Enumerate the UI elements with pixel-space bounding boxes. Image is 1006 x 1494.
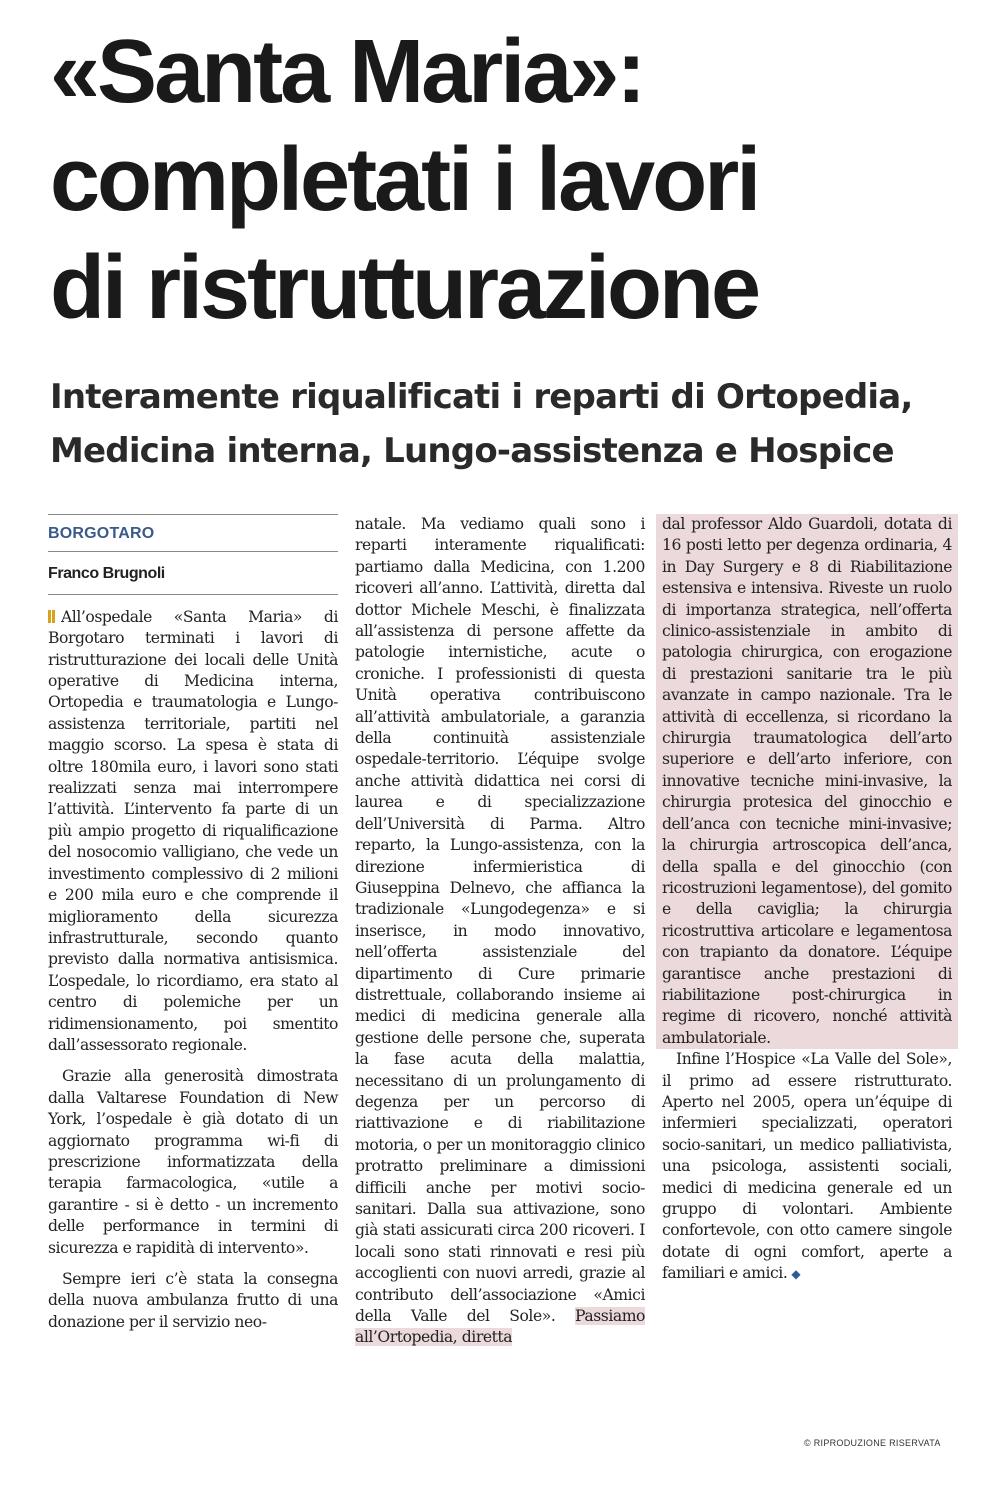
author-name: Franco Brugnoli (48, 565, 165, 583)
headline (50, 18, 980, 342)
subheadline-line-2: Medicina interna, Lungo-assistenza e Hospice (50, 431, 894, 471)
paragraph (355, 514, 645, 1349)
article-column-3 (662, 514, 952, 1286)
section-label: BORGOTARO (48, 525, 155, 542)
paragraph-text: natale. Ma vediamo quali sono i reparti interamente riqualificati: partiamo dalla Medicina, con 1.200 ricoveri all’anno. L’attività, diretta dal dottor Michele Meschi, è finalizzata all’assistenza di persone affette da patologie internistiche, acute o croniche. I professionisti di questa Unità operativa contribuiscono all’attività ambulatoriale, a garanzia della continuità assistenziale ospedale-territorio. L’équipe svolge anche attività didattica nei corsi di laurea e di specializzazione dell’Università di Parma. Altro reparto, la Lungo-assistenza, con la direzione infermieristica di Giuseppina Delnevo, che affianca la tradizionale «Lungodegenza» e si inserisce, in modo innovativo, nell’offerta assistenziale del dipartimento di Cure primarie distrettuale, collaborando insieme ai medici di medicina generale alla gestione delle persone che, superata la fase acuta della malattia, necessitano di un prolungamento di degenza per un percorso di riattivazione e di riabilitazione motoria, o per un monitoraggio clinico protratto preliminare a dimissioni difficili anche per motivi socio-sanitari. Dalla sua attivazione, sono già stati assicurati circa 200 ricoveri. I locali sono stati rinnovati e resi più accoglienti con nuovi arredi, grazie al contributo dell’associazione «Amici della Valle del Sole». (355, 515, 645, 1326)
paragraph: dal professor Aldo Guardoli, dotata di 16 posti letto per degenza ordinaria, 4 in Day Surgery e 8 di Riabilitazione estensiva e intensiva. Riveste un ruolo di importanza strategica, nell’offerta clinico-assistenziale in ambito di patologia chirurgica, con erogazione di prestazioni sanitarie tra le più avanzate in campo nazionale. Tra le attività di eccellenza, si ricordano la chirurgia traumatologica dell’arto superiore e dell’arto inferiore, con innovative tecniche mini-invasive, la chirurgia protesica del ginocchio e dell’anca con tecniche mini-invasive; la chirurgia artroscopica dell’anca, della spalla e del ginocchio (con ricostruzioni legamentose), del gomito e della caviglia; la chirurgia ricostruttiva articolare e legamentosa con trapianto da donatore. L’équipe garantisce anche prestazioni di riabilitazione post-chirurgica in regime di ricovero, nonché attività ambulatoriale. (662, 515, 952, 1047)
section-header (48, 514, 338, 552)
subheadline (50, 370, 980, 478)
paragraph-text: All’ospedale «Santa Maria» di Borgotaro terminati i lavori di ristrutturazione dei locali delle Unità operative di Medicina interna, Ortopedia e traumatologia e Lungo-assistenza territoriale, partiti nel maggio scorso. La spesa è stata di oltre 180mila euro, i lavori sono stati realizzati senza mai interrompere l’attività. L’intervento fa parte di un più ampio progetto di riqualificazione del nosocomio valligiano, che vede un investimento complessivo di 2 milioni e 200 mila euro e che comprende il miglioramento della sicurezza infrastrutturale, secondo quanto previsto dalla normativa antisismica. L’ospedale, lo ricordiamo, era stato al centro di polemiche per un ridimensionamento, poi smentito dall’assessorato regionale. (48, 607, 338, 1054)
diamond-icon: ◆ (791, 1267, 801, 1282)
paragraph: Grazie alla generosità dimostrata dalla Valtarese Foundation di New York, l’ospedale è già dotato di un aggiornato programma wi-fi di prescrizione informatizzata della terapia farmacologica, «utile a garantire - si è detto - un incremento delle performance in termini di sicurezza e rapidità di intervento». (48, 1067, 338, 1257)
highlighted-text: Passiamo all’Ortopedia, diretta (355, 1307, 645, 1347)
article-column-1 (48, 514, 338, 1333)
byline (48, 563, 338, 594)
headline-line-2: completati i lavori (50, 130, 759, 230)
headline-line-1: «Santa Maria»: (50, 22, 644, 122)
paragraph: Sempre ieri c’è stata la consegna della nuova ambulanza frutto di una donazione per il servizio neo- (48, 1270, 338, 1331)
copyright-notice: © RIPRODUZIONE RISERVATA (804, 1438, 941, 1448)
paragraph-text: Infine l’Hospice «La Valle del Sole», il primo ad essere ristrutturato. Aperto nel 2005, opera un’équipe di infermieri specializzati, operatori socio-sanitari, un medico palliativista, una psicologa, assistenti sociali, medici di medicina generale ed un gruppo di volontari. Ambiente confortevole, con otto camere singole dotate di ogni comfort, aperte a familiari e amici. (662, 1050, 952, 1283)
paragraph (48, 607, 338, 1057)
highlighted-block (656, 514, 958, 1049)
subheadline-line-1: Interamente riqualificati i reparti di Ortopedia, (50, 377, 913, 417)
headline-line-3: di ristrutturazione (50, 238, 759, 338)
double-bar-icon (48, 610, 55, 623)
article-column-2 (355, 514, 645, 1349)
paragraph (662, 1049, 952, 1285)
